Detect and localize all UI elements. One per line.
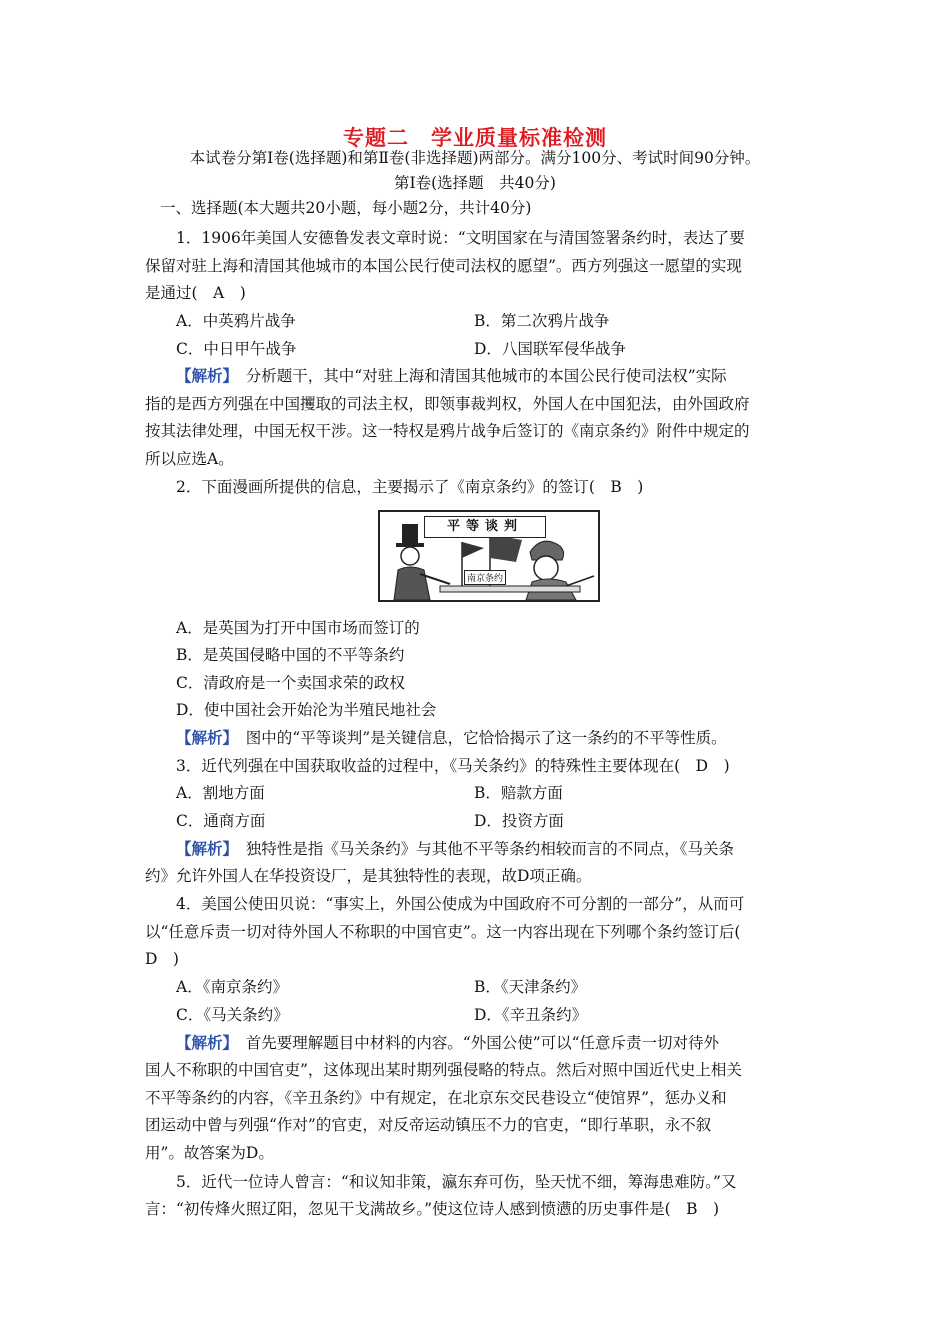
q2-option-d: D．使中国社会开始沦为半殖民地社会 bbox=[176, 701, 437, 719]
q3-option-b: B．赔款方面 bbox=[474, 784, 563, 802]
q4-analysis-line: 不平等条约的内容，《辛丑条约》中有规定，在北京东交民巷设立“使馆界”，惩办义和 bbox=[145, 1089, 727, 1107]
q2-stem: 2．下面漫画所提供的信息，主要揭示了《南京条约》的签订( B ) bbox=[176, 478, 644, 496]
q4-analysis-line: 用”。故答案为D。 bbox=[145, 1144, 274, 1162]
q2-option-b: B．是英国侵略中国的不平等条约 bbox=[176, 646, 405, 664]
q1-analysis-line: 所以应选A。 bbox=[145, 450, 234, 468]
part-heading: 第Ⅰ卷(选择题 共40分) bbox=[394, 174, 556, 192]
q4-stem-line: 4．美国公使田贝说：“事实上，外国公使成为中国政府不可分割的一部分”，从而可 bbox=[176, 895, 745, 913]
q3-analysis-line: 约》允许外国人在华投资设厂，是其独特性的表现，故D项正确。 bbox=[145, 867, 592, 885]
q4-option-c: C．《马关条约》 bbox=[176, 1006, 289, 1024]
q1-stem-line: 保留对驻上海和清国其他城市的本国公民行使司法权的愿望”。西方列强这一愿望的实现 bbox=[145, 257, 742, 275]
q1-option-b: B．第二次鸦片战争 bbox=[474, 312, 610, 330]
q5-stem-line: 言：“初传烽火照辽阳，忽见干戈满故乡。”使这位诗人感到愤懑的历史事件是( B ) bbox=[145, 1200, 720, 1218]
q1-option-c: C．中日甲午战争 bbox=[176, 340, 297, 358]
q1-option-a: A．中英鸦片战争 bbox=[176, 312, 296, 330]
q1-stem-line: 1．1906年美国人安德鲁发表文章时说：“文明国家在与清国签署条约时，表达了要 bbox=[176, 229, 745, 247]
q4-option-a: A．《南京条约》 bbox=[176, 978, 288, 996]
q4-stem-line: D ) bbox=[145, 950, 179, 968]
page-title: 专题二 学业质量标准检测 bbox=[343, 126, 607, 150]
q1-analysis-line: 指的是西方列强在中国攫取的司法主权，即领事裁判权，外国人在中国犯法，由外国政府 bbox=[145, 395, 750, 413]
analysis-tag: 【解析】 bbox=[176, 1033, 231, 1052]
q2-analysis-line: 【解析】 图中的“平等谈判”是关键信息，它恰恰揭示了这一条约的不平等性质。 bbox=[176, 728, 727, 747]
q3-analysis-line: 【解析】 独特性是指《马关条约》与其他不平等条约相较而言的不同点，《马关条 bbox=[176, 839, 735, 858]
exam-intro: 本试卷分第Ⅰ卷(选择题)和第Ⅱ卷(非选择题)两部分。满分100分、考试时间90分钟。 bbox=[189, 149, 761, 167]
cartoon-image bbox=[378, 510, 600, 602]
q4-analysis-line: 团运动中曾与列强“作对”的官吏，对反帝运动镇压不力的官吏，“即行革职，永不叙 bbox=[145, 1116, 712, 1134]
q1-option-d: D．八国联军侵华战争 bbox=[474, 340, 626, 358]
q2-option-a: A．是英国为打开中国市场而签订的 bbox=[176, 619, 420, 637]
q4-analysis-line: 【解析】 首先要理解题目中材料的内容。“外国公使”可以“任意斥责一切对待外 bbox=[176, 1033, 720, 1052]
q2-option-c: C．清政府是一个卖国求荣的政权 bbox=[176, 674, 405, 692]
analysis-tag: 【解析】 bbox=[176, 839, 231, 858]
q4-option-b: B．《天津条约》 bbox=[474, 978, 587, 996]
analysis-tag: 【解析】 bbox=[176, 366, 231, 385]
q1-analysis-line: 【解析】 分析题干，其中“对驻上海和清国其他城市的本国公民行使司法权”实际 bbox=[176, 366, 727, 385]
cartoon-treaty-label: 南京条约 bbox=[464, 570, 506, 585]
q3-option-a: A．割地方面 bbox=[176, 784, 265, 802]
analysis-tag: 【解析】 bbox=[176, 728, 231, 747]
q4-option-d: D．《辛丑条约》 bbox=[474, 1006, 588, 1024]
q4-analysis-line: 国人不称职的中国官吏”，这体现出某时期列强侵略的特点。然后对照中国近代史上相关 bbox=[145, 1061, 742, 1079]
q5-stem-line: 5．近代一位诗人曾言：“和议知非策，瀛东弃可伤，坠天忧不细，筹海患难防。”又 bbox=[176, 1173, 737, 1191]
cartoon-banner: 平等谈判 bbox=[424, 516, 546, 538]
q3-option-d: D．投资方面 bbox=[474, 812, 564, 830]
q1-stem-line: 是通过( A ) bbox=[145, 284, 246, 302]
q4-stem-line: 以“任意斥责一切对待外国人不称职的中国官吏”。这一内容出现在下列哪个条约签订后( bbox=[145, 923, 741, 941]
q3-option-c: C．通商方面 bbox=[176, 812, 266, 830]
q1-analysis-line: 按其法律处理，中国无权干涉。这一特权是鸦片战争后签订的《南京条约》附件中规定的 bbox=[145, 422, 750, 440]
q3-stem: 3．近代列强在中国获取收益的过程中，《马关条约》的特殊性主要体现在( D ) bbox=[176, 757, 730, 775]
section-heading: 一、选择题(本大题共20小题，每小题2分，共计40分) bbox=[160, 199, 532, 217]
